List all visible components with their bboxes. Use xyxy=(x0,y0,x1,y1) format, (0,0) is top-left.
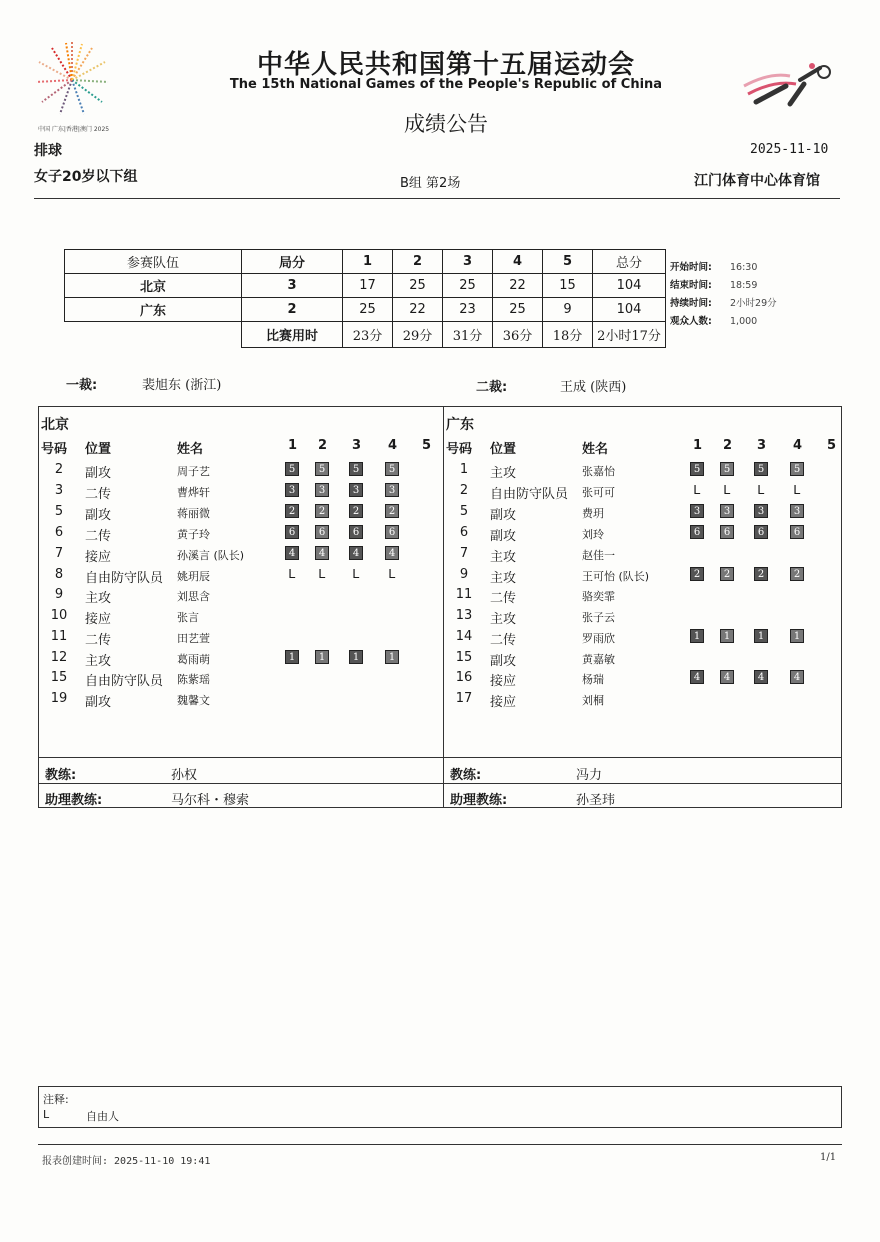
starting-position-box: 1 xyxy=(285,650,299,664)
assistant-coach-name: 孙圣玮 xyxy=(576,793,616,808)
libero-marker: L xyxy=(793,482,801,497)
starting-position-box: 4 xyxy=(385,546,399,560)
libero-marker: L xyxy=(723,482,731,497)
assistant-coach-label: 助理教练: xyxy=(45,793,103,808)
event-title-en: The 15th National Games of the People's Republic of China xyxy=(229,77,663,92)
starting-position-box: 4 xyxy=(690,670,704,684)
player-name: 刘桐 xyxy=(582,694,604,707)
player-position: 副攻 xyxy=(85,466,112,481)
sport-label: 排球 xyxy=(34,143,62,159)
starting-position-box: 5 xyxy=(754,462,768,476)
total-duration: 2小时17分 xyxy=(593,322,666,348)
starting-position-box: 6 xyxy=(315,525,329,539)
player-position: 接应 xyxy=(490,695,517,710)
duration: 2小时29分 xyxy=(730,298,777,309)
player-row xyxy=(39,629,443,649)
starting-position-box: 1 xyxy=(790,629,804,643)
player-position: 副攻 xyxy=(85,508,112,523)
player-number: 1 xyxy=(459,462,469,477)
start-time: 16:30 xyxy=(730,262,758,273)
starting-position-box: 6 xyxy=(754,525,768,539)
player-position: 主攻 xyxy=(490,612,517,627)
team-roster-left xyxy=(39,407,443,807)
starting-position-box: 2 xyxy=(690,567,704,581)
duration-label: 比赛用时 xyxy=(242,322,343,348)
player-number: 16 xyxy=(455,670,473,685)
header-set-3: 3 xyxy=(352,438,362,453)
header-set-2: 2 xyxy=(723,438,733,453)
start-time-label: 开始时间: xyxy=(670,262,712,273)
starting-position-box: 4 xyxy=(285,546,299,560)
set-duration: 36分 xyxy=(493,322,543,348)
audience-label: 观众人数: xyxy=(670,316,712,327)
header-number: 号码 xyxy=(41,442,68,457)
starting-position-box: 2 xyxy=(790,567,804,581)
first-referee-label: 一裁: xyxy=(66,378,98,393)
sets-won: 2 xyxy=(242,298,343,322)
roster-box xyxy=(38,406,842,808)
header-set-3: 3 xyxy=(443,250,493,274)
starting-position-box: 6 xyxy=(349,525,363,539)
player-position: 接应 xyxy=(85,612,112,627)
libero-marker: L xyxy=(388,566,396,581)
starting-position-box: 1 xyxy=(385,650,399,664)
venue-label: 江门体育中心体育馆 xyxy=(694,173,820,189)
player-position: 自由防守队员 xyxy=(85,571,164,586)
player-number: 17 xyxy=(455,691,473,706)
player-name: 魏馨文 xyxy=(177,694,210,707)
match-info: B组 第2场 xyxy=(400,176,461,191)
player-name: 张子云 xyxy=(582,611,615,624)
header-set-4: 4 xyxy=(388,438,398,453)
first-referee-name: 裴旭东 (浙江) xyxy=(142,378,222,393)
player-name: 刘思含 xyxy=(177,590,210,603)
starting-position-box: 3 xyxy=(349,483,363,497)
starting-position-box: 5 xyxy=(315,462,329,476)
player-row xyxy=(444,608,848,628)
starting-position-box: 5 xyxy=(720,462,734,476)
header-teams: 参赛队伍 xyxy=(65,250,242,274)
header-position: 位置 xyxy=(85,442,112,457)
player-position: 二传 xyxy=(490,633,517,648)
team-roster-right xyxy=(444,407,848,807)
header-set-2: 2 xyxy=(393,250,443,274)
volleyball-pictogram-icon xyxy=(740,58,836,110)
notes-description: 自由人 xyxy=(86,1110,119,1123)
coach-name: 冯力 xyxy=(576,768,603,783)
header-number: 号码 xyxy=(446,442,473,457)
player-position: 二传 xyxy=(85,633,112,648)
header-sets-won: 局分 xyxy=(242,250,343,274)
player-number: 2 xyxy=(459,483,469,498)
coach-label: 教练: xyxy=(45,768,77,783)
header-set-4: 4 xyxy=(493,250,543,274)
player-row xyxy=(39,546,443,566)
player-row xyxy=(39,670,443,690)
notes-box xyxy=(38,1086,842,1128)
notes-key: L xyxy=(43,1108,50,1121)
starting-position-box: 3 xyxy=(285,483,299,497)
starting-position-box: 4 xyxy=(754,670,768,684)
header-set-1: 1 xyxy=(343,250,393,274)
set-score: 23 xyxy=(443,298,493,322)
second-referee-label: 二裁: xyxy=(476,380,508,395)
notes-label: 注释: xyxy=(43,1093,69,1106)
player-row xyxy=(39,691,443,711)
set-duration: 23分 xyxy=(343,322,393,348)
team-name: 北京 xyxy=(41,417,69,433)
player-name: 陈紫瑶 xyxy=(177,673,210,686)
coach-name: 孙权 xyxy=(171,768,198,783)
starting-position-box: 3 xyxy=(720,504,734,518)
player-row xyxy=(444,504,848,524)
libero-marker: L xyxy=(757,482,765,497)
duration-label: 持续时间: xyxy=(670,298,712,309)
starting-position-box: 2 xyxy=(754,567,768,581)
score-row-team-1 xyxy=(65,274,666,298)
set-score: 25 xyxy=(443,274,493,298)
libero-marker: L xyxy=(352,566,360,581)
player-number: 14 xyxy=(455,629,473,644)
starting-position-box: 6 xyxy=(790,525,804,539)
player-name: 杨瑞 xyxy=(582,673,604,686)
header-name: 姓名 xyxy=(177,442,204,457)
player-position: 二传 xyxy=(85,529,112,544)
player-position: 接应 xyxy=(85,550,112,565)
player-name: 罗雨欣 xyxy=(582,632,615,645)
player-row xyxy=(39,650,443,670)
end-time: 18:59 xyxy=(730,280,758,291)
event-title-cn: 中华人民共和国第十五届运动会 xyxy=(256,50,635,80)
player-name: 黄子玲 xyxy=(177,528,210,541)
player-position: 自由防守队员 xyxy=(490,487,569,502)
starting-position-box: 3 xyxy=(754,504,768,518)
set-duration: 31分 xyxy=(443,322,493,348)
audience: 1,000 xyxy=(730,316,758,327)
player-position: 主攻 xyxy=(85,591,112,606)
player-name: 葛雨萌 xyxy=(177,653,210,666)
set-score: 25 xyxy=(393,274,443,298)
header-name: 姓名 xyxy=(582,442,609,457)
starting-position-box: 4 xyxy=(790,670,804,684)
player-row xyxy=(39,587,443,607)
starting-position-box: 4 xyxy=(315,546,329,560)
player-number: 6 xyxy=(459,525,469,540)
starting-position-box: 2 xyxy=(285,504,299,518)
player-position: 主攻 xyxy=(490,550,517,565)
player-row xyxy=(39,608,443,628)
player-number: 2 xyxy=(54,462,64,477)
duration-row xyxy=(65,322,666,348)
starting-position-box: 6 xyxy=(690,525,704,539)
set-score: 15 xyxy=(543,274,593,298)
player-position: 自由防守队员 xyxy=(85,674,164,689)
starting-position-box: 3 xyxy=(385,483,399,497)
player-row xyxy=(39,483,443,503)
player-position: 主攻 xyxy=(490,466,517,481)
starting-position-box: 6 xyxy=(385,525,399,539)
player-position: 主攻 xyxy=(85,654,112,669)
player-name: 王可怡 (队长) xyxy=(582,570,650,583)
player-position: 二传 xyxy=(85,487,112,502)
player-number: 19 xyxy=(50,691,68,706)
player-row xyxy=(39,525,443,545)
player-number: 5 xyxy=(54,504,64,519)
header-position: 位置 xyxy=(490,442,517,457)
starting-position-box: 2 xyxy=(720,567,734,581)
player-number: 7 xyxy=(459,546,469,561)
set-score: 22 xyxy=(393,298,443,322)
player-number: 8 xyxy=(54,567,64,582)
assistant-coach-name: 马尔科・穆索 xyxy=(171,793,250,808)
libero-marker: L xyxy=(288,566,296,581)
player-name: 张言 xyxy=(177,611,199,624)
player-number: 9 xyxy=(459,567,469,582)
player-number: 15 xyxy=(455,650,473,665)
starting-position-box: 5 xyxy=(349,462,363,476)
header-set-2: 2 xyxy=(318,438,328,453)
sets-won: 3 xyxy=(242,274,343,298)
starting-position-box: 1 xyxy=(315,650,329,664)
player-row xyxy=(444,567,848,587)
set-score: 9 xyxy=(543,298,593,322)
player-name: 张可可 xyxy=(582,486,615,499)
player-row xyxy=(444,650,848,670)
player-row xyxy=(39,462,443,482)
player-row xyxy=(444,462,848,482)
player-name: 周子艺 xyxy=(177,465,210,478)
player-number: 7 xyxy=(54,546,64,561)
starting-position-box: 1 xyxy=(754,629,768,643)
total-points: 104 xyxy=(593,298,666,322)
player-position: 副攻 xyxy=(490,508,517,523)
starting-position-box: 5 xyxy=(690,462,704,476)
document-title: 成绩公告 xyxy=(404,112,488,136)
player-position: 接应 xyxy=(490,674,517,689)
player-position: 副攻 xyxy=(490,529,517,544)
score-header-row xyxy=(65,250,666,274)
player-row xyxy=(444,691,848,711)
starting-position-box: 1 xyxy=(720,629,734,643)
player-number: 10 xyxy=(50,608,68,623)
score-table xyxy=(64,249,666,348)
player-number: 11 xyxy=(455,587,473,602)
match-date: 2025-11-10 xyxy=(750,142,829,157)
player-name: 刘玲 xyxy=(582,528,604,541)
player-name: 蒋丽微 xyxy=(177,507,210,520)
starting-position-box: 5 xyxy=(385,462,399,476)
player-number: 6 xyxy=(54,525,64,540)
starting-position-box: 5 xyxy=(790,462,804,476)
player-position: 副攻 xyxy=(85,695,112,710)
report-created-time: 报表创建时间: 2025-11-10 19:41 xyxy=(42,1156,211,1167)
header-total: 总分 xyxy=(593,250,666,274)
score-row-team-2 xyxy=(65,298,666,322)
starting-position-box: 3 xyxy=(790,504,804,518)
starting-position-box: 4 xyxy=(720,670,734,684)
starting-position-box: 3 xyxy=(315,483,329,497)
header-set-5: 5 xyxy=(422,438,432,453)
starting-position-box: 2 xyxy=(315,504,329,518)
player-number: 5 xyxy=(459,504,469,519)
header-set-5: 5 xyxy=(827,438,837,453)
player-name: 黄嘉敏 xyxy=(582,653,615,666)
player-name: 赵佳一 xyxy=(582,549,615,562)
header-set-3: 3 xyxy=(757,438,767,453)
player-row xyxy=(444,587,848,607)
assistant-coach-label: 助理教练: xyxy=(450,793,508,808)
second-referee-name: 王成 (陕西) xyxy=(560,380,627,395)
team-name: 广东 xyxy=(446,417,474,433)
page-number: 1/1 xyxy=(820,1152,837,1163)
header-set-1: 1 xyxy=(693,438,703,453)
player-name: 田艺萱 xyxy=(177,632,210,645)
player-number: 15 xyxy=(50,670,68,685)
starting-position-box: 6 xyxy=(720,525,734,539)
starting-position-box: 4 xyxy=(349,546,363,560)
player-position: 二传 xyxy=(490,591,517,606)
divider xyxy=(38,1144,842,1145)
starting-position-box: 6 xyxy=(285,525,299,539)
starting-position-box: 3 xyxy=(690,504,704,518)
player-row xyxy=(444,546,848,566)
libero-marker: L xyxy=(693,482,701,497)
player-name: 张嘉怡 xyxy=(582,465,615,478)
coach-label: 教练: xyxy=(450,768,482,783)
starting-position-box: 5 xyxy=(285,462,299,476)
total-points: 104 xyxy=(593,274,666,298)
divider xyxy=(34,198,840,199)
player-row xyxy=(444,629,848,649)
player-position: 主攻 xyxy=(490,571,517,586)
header-set-5: 5 xyxy=(543,250,593,274)
set-score: 22 xyxy=(493,274,543,298)
player-row xyxy=(444,670,848,690)
player-row xyxy=(444,483,848,503)
libero-marker: L xyxy=(318,566,326,581)
starting-position-box: 1 xyxy=(690,629,704,643)
player-number: 13 xyxy=(455,608,473,623)
set-duration: 18分 xyxy=(543,322,593,348)
player-row xyxy=(444,525,848,545)
set-score: 25 xyxy=(493,298,543,322)
svg-text:中国 广东|香港|澳门 2025: 中国 广东|香港|澳门 2025 xyxy=(38,126,110,133)
team-name: 广东 xyxy=(65,298,242,322)
player-name: 孙溪言 (队长) xyxy=(177,549,245,562)
team-name: 北京 xyxy=(65,274,242,298)
player-position: 副攻 xyxy=(490,654,517,669)
player-name: 费玥 xyxy=(582,507,604,520)
player-number: 9 xyxy=(54,587,64,602)
header-set-4: 4 xyxy=(793,438,803,453)
starting-position-box: 2 xyxy=(385,504,399,518)
set-score: 17 xyxy=(343,274,393,298)
player-number: 3 xyxy=(54,483,64,498)
player-row xyxy=(39,504,443,524)
player-name: 骆奕霏 xyxy=(582,590,615,603)
starting-position-box: 2 xyxy=(349,504,363,518)
starting-position-box: 1 xyxy=(349,650,363,664)
category-label: 女子20岁以下组 xyxy=(34,169,138,185)
header-set-1: 1 xyxy=(288,438,298,453)
end-time-label: 结束时间: xyxy=(670,280,712,291)
set-duration: 29分 xyxy=(393,322,443,348)
player-name: 曹烨轩 xyxy=(177,486,210,499)
player-row xyxy=(39,567,443,587)
timing-info xyxy=(670,259,777,331)
set-score: 25 xyxy=(343,298,393,322)
player-number: 11 xyxy=(50,629,68,644)
player-name: 姚玥辰 xyxy=(177,570,210,583)
player-number: 12 xyxy=(50,650,68,665)
